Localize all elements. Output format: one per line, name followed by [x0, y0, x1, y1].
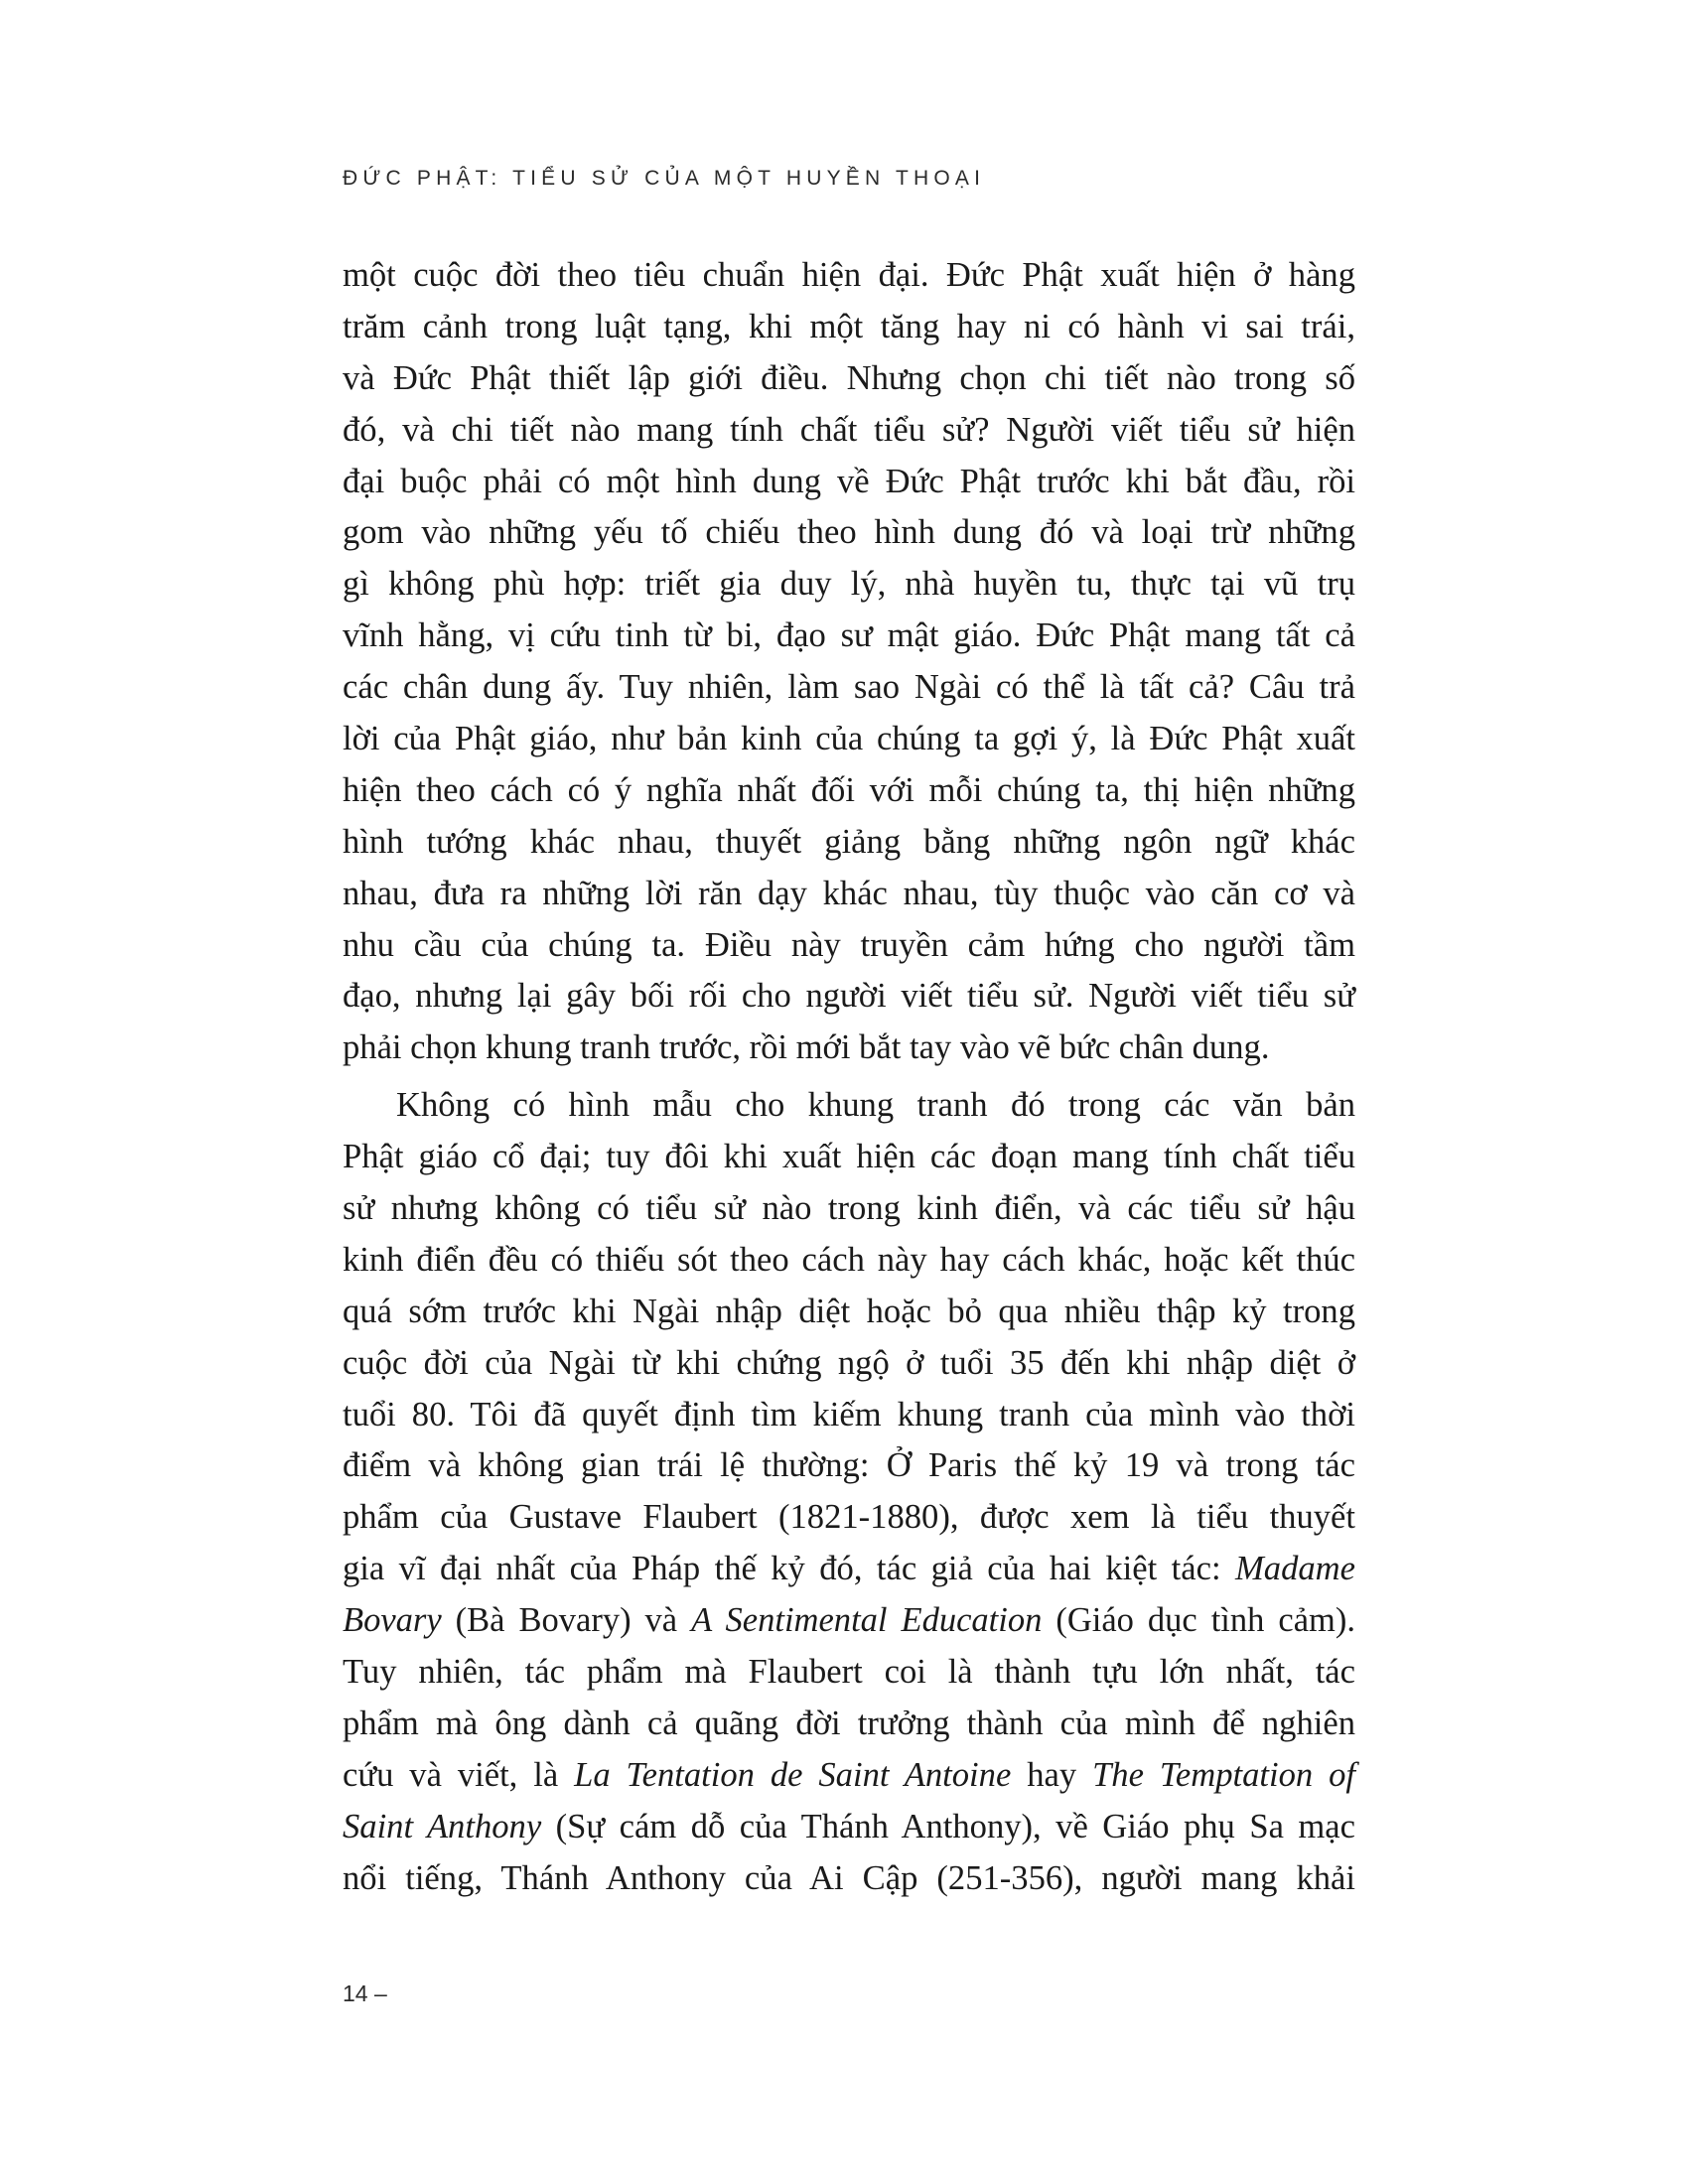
text-run: (Giáo dục tình cảm). [1042, 1601, 1356, 1640]
text-line [343, 1802, 1355, 1853]
text-line: trăm cảnh trong luật tạng, khi một tăng hay ni có hành vi sai trái, [343, 307, 1355, 345]
book-title: Bovary [343, 1601, 442, 1640]
text-line [343, 1750, 1355, 1802]
text-line: nhu cầu của chúng ta. Điều này truyền cảm hứng cho người tầm [343, 925, 1355, 964]
text-line: phải chọn khung tranh trước, rồi mới bắt tay vào vẽ bức chân dung. [343, 1028, 1270, 1067]
book-title: A Sentimental Education [691, 1601, 1043, 1640]
text-line: nổi tiếng, Thánh Anthony của Ai Cập (251-356), người mang khải [343, 1858, 1355, 1897]
text-line: gì không phù hợp: triết gia duy lý, nhà huyền tu, thực tại vũ trụ [343, 565, 1355, 604]
text-line: Không có hình mẫu cho khung tranh đó trong các văn bản [396, 1086, 1355, 1125]
text-line: các chân dung ấy. Tuy nhiên, làm sao Ngài có thể là tất cả? Câu trả [343, 668, 1355, 707]
text-line: một cuộc đời theo tiêu chuẩn hiện đại. Đức Phật xuất hiện ở hàng [343, 256, 1355, 294]
book-title: Madame [1235, 1550, 1355, 1588]
text-line [343, 1595, 1355, 1647]
text-run: (Bà Bovary) và [441, 1601, 692, 1640]
text-run: cứu và viết, là [343, 1755, 575, 1794]
text-line: gom vào những yếu tố chiếu theo hình dung đó và loại trừ những [343, 513, 1355, 552]
text-line: cuộc đời của Ngài từ khi chứng ngộ ở tuổi 35 đến khi nhập diệt ở [343, 1343, 1355, 1382]
text-line: sử nhưng không có tiểu sử nào trong kinh điển, và các tiểu sử hậu [343, 1189, 1355, 1228]
text-line: vĩnh hằng, vị cứu tinh từ bi, đạo sư mật giáo. Đức Phật mang tất cả [343, 616, 1355, 655]
text-line: Phật giáo cổ đại; tuy đôi khi xuất hiện các đoạn mang tính chất tiểu [343, 1138, 1355, 1176]
book-title: Saint Anthony [343, 1807, 542, 1845]
text-line: nhau, đưa ra những lời răn dạy khác nhau, tùy thuộc vào căn cơ và [343, 874, 1355, 912]
text-line: lời của Phật giáo, như bản kinh của chúng ta gợi ý, là Đức Phật xuất [343, 720, 1355, 758]
text-line: tuổi 80. Tôi đã quyết định tìm kiếm khung tranh của mình vào thời [343, 1395, 1355, 1433]
text-line: phẩm của Gustave Flaubert (1821-1880), được xem là tiểu thuyết [343, 1498, 1355, 1537]
book-title: La Tentation de Saint Antoine [574, 1755, 1012, 1794]
text-line [343, 1544, 1355, 1595]
text-line: Tuy nhiên, tác phẩm mà Flaubert coi là thành tựu lớn nhất, tác [343, 1653, 1355, 1692]
text-line: quá sớm trước khi Ngài nhập diệt hoặc bỏ qua nhiều thập kỷ trong [343, 1292, 1355, 1330]
text-run: (Sự cám dỗ của Thánh Anthony), về Giáo phụ Sa mạc [541, 1807, 1355, 1845]
text-run: hay [1011, 1755, 1093, 1794]
paragraph [343, 250, 1355, 1074]
text-line: đó, và chi tiết nào mang tính chất tiểu sử? Người viết tiểu sử hiện [343, 410, 1355, 449]
text-line: hình tướng khác nhau, thuyết giảng bằng những ngôn ngữ khác [343, 822, 1355, 861]
paragraph [343, 1080, 1355, 1904]
text-line: phẩm mà ông dành cả quãng đời trưởng thành của mình để nghiên [343, 1704, 1355, 1742]
text-line: kinh điển đều có thiếu sót theo cách này hay cách khác, hoặc kết thúc [343, 1240, 1355, 1279]
text-run: gia vĩ đại nhất của Pháp thế kỷ đó, tác giả của hai kiệt tác: [343, 1550, 1235, 1588]
text-line: và Đức Phật thiết lập giới điều. Nhưng chọn chi tiết nào trong số [343, 358, 1355, 397]
page-number: 14 – [343, 1980, 387, 2006]
text-line: đạo, nhưng lại gây bối rối cho người viết tiểu sử. Người viết tiểu sử [343, 977, 1355, 1016]
text-line: điểm và không gian trái lệ thường: Ở Paris thế kỷ 19 và trong tác [343, 1446, 1355, 1485]
text-line: đại buộc phải có một hình dung về Đức Phật trước khi bắt đầu, rồi [343, 462, 1355, 500]
body-text [343, 250, 1355, 1905]
running-header: ĐỨC PHẬT: TIỂU SỬ CỦA MỘT HUYỀN THOẠI [343, 167, 986, 190]
book-title: The Temptation of [1092, 1755, 1355, 1794]
text-line: hiện theo cách có ý nghĩa nhất đối với mỗi chúng ta, thị hiện những [343, 770, 1355, 809]
